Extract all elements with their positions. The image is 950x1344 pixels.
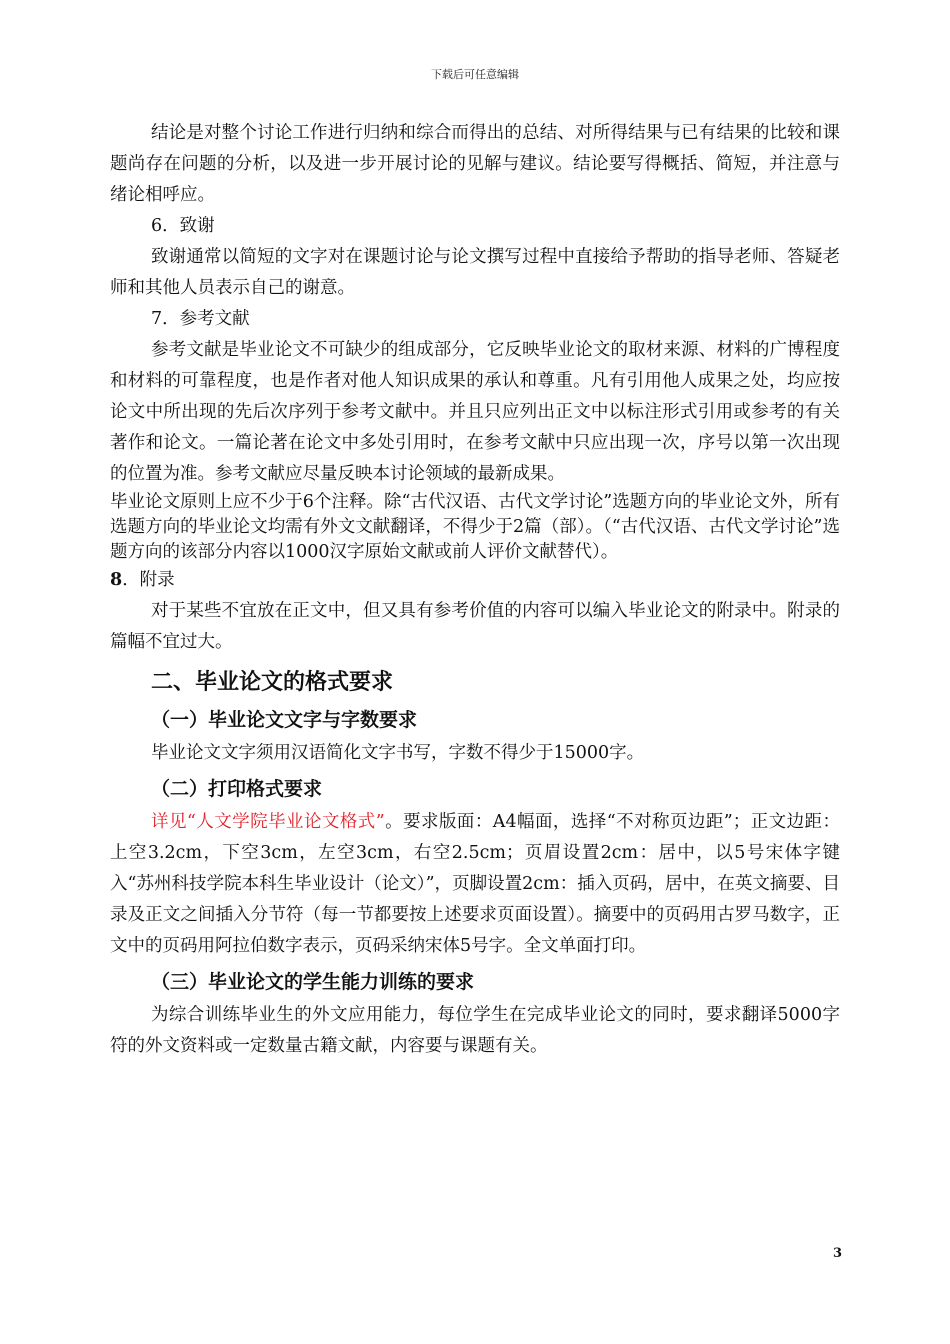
subsection-2-heading: （二）打印格式要求 bbox=[151, 778, 323, 800]
section-6-title: 6．致谢 bbox=[151, 216, 215, 236]
section-7-paragraph-notes: 毕业论文原则上应不少于6个注释。除“古代汉语、古代文学讨论”选题方向的毕业论文外，所有选题方向的毕业论文均需有外文文献翻译，不得少于2篇（部）。（“古代汉语、古代文学讨论”选题方向的该部分内容以1000汉字原始文献或前人评价文献替代）。 bbox=[110, 492, 840, 562]
page-content bbox=[110, 118, 840, 1062]
section-6-paragraph: 致谢通常以简短的文字对在课题讨论与论文撰写过程中直接给予帮助的指导老师、答疑老师和其他人员表示自己的谢意。 bbox=[110, 247, 840, 298]
subsection-2-text: 。要求版面：A4幅面，选择“不对称页边距”；正文边距：上空3.2cm，下空3cm，左空3cm，右空2.5cm；页眉设置2cm：居中，以5号宋体字键入“苏州科技学院本科生毕业设计（论文）”，页脚设置2cm：插入页码，居中，在英文摘要、目录及正文之间插入分节符（每一节都要按上述要求页面设置）。摘要中的页码用古罗马数字，正文中的页码用阿拉伯数字表示，页码采纳宋体5号字。全文单面打印。 bbox=[110, 812, 840, 956]
subsection-3-paragraph: 为综合训练毕业生的外文应用能力，每位学生在完成毕业论文的同时，要求翻译5000字符的外文资料或一定数量古籍文献，内容要与课题有关。 bbox=[110, 1005, 840, 1056]
section-8-title bbox=[110, 565, 840, 596]
page-number: 3 bbox=[832, 1246, 842, 1261]
subsection-1-paragraph: 毕业论文文字须用汉语简化文字书写，字数不得少于15000字。 bbox=[151, 743, 645, 763]
section-8-label: ．附录 bbox=[122, 570, 175, 590]
section-8-number: 8 bbox=[110, 570, 123, 590]
conclusion-paragraph: 结论是对整个讨论工作进行归纳和综合而得出的总结、对所得结果与已有结果的比较和课题尚存在问题的分析，以及进一步开展讨论的见解与建议。结论要写得概括、简短，并注意与绪论相呼应。 bbox=[110, 123, 840, 205]
section-7-paragraph: 参考文献是毕业论文不可缺少的组成部分，它反映毕业论文的取材来源、材料的广博程度和材料的可靠程度，也是作者对他人知识成果的承认和尊重。凡有引用他人成果之处，均应按论文中所出现的先后次序列于参考文献中。并且只应列出正文中以标注形式引用或参考的有关著作和论文。一篇论著在论文中多处引用时，在参考文献中只应出现一次，序号以第一次出现的位置为准。参考文献应尽量反映本讨论领域的最新成果。 bbox=[110, 340, 840, 484]
subsection-3-heading: （三）毕业论文的学生能力训练的要求 bbox=[151, 971, 475, 993]
section-8-paragraph: 对于某些不宜放在正文中，但又具有参考价值的内容可以编入毕业论文的附录中。附录的篇幅不宜过大。 bbox=[110, 601, 840, 652]
part-2-heading: 二、毕业论文的格式要求 bbox=[151, 670, 394, 695]
subsection-2-paragraph bbox=[110, 807, 840, 962]
page-header: 下载后可任意编辑 bbox=[431, 68, 519, 81]
format-reference-highlight: 详见“人文学院毕业论文格式” bbox=[151, 812, 385, 832]
subsection-1-heading: （一）毕业论文文字与字数要求 bbox=[151, 709, 418, 731]
section-7-title: 7．参考文献 bbox=[151, 309, 250, 329]
